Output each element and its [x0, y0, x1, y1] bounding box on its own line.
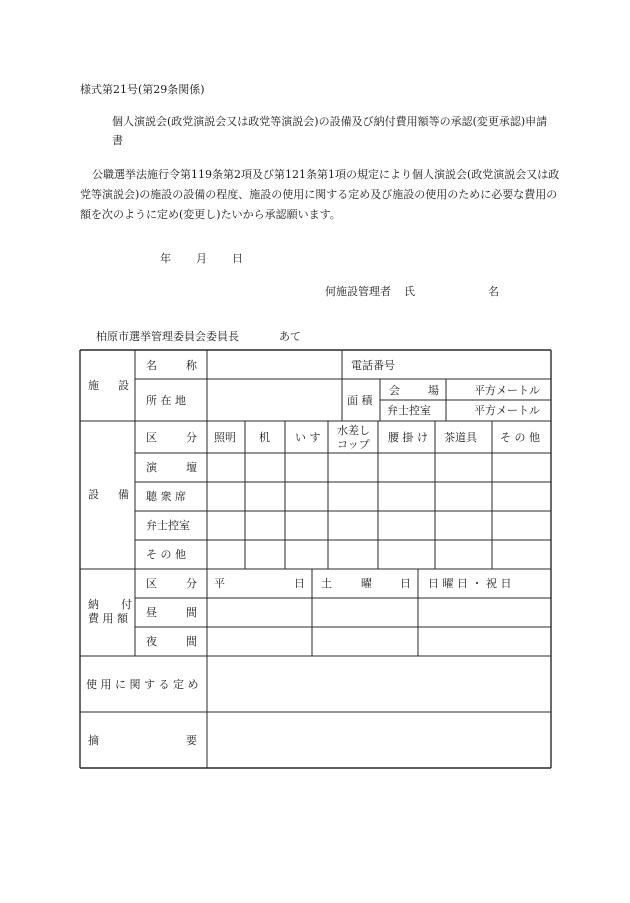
night-label-b: 間 — [186, 635, 197, 648]
facility-name-label-a: 名 — [146, 359, 157, 372]
summary-label-b: 要 — [186, 734, 197, 747]
column-lighting: 照明 — [214, 431, 236, 444]
date-year-label: 年 — [160, 252, 171, 265]
column-tea-set: 茶道具 — [444, 431, 477, 444]
row-speaker-room: 弁士控室 — [146, 519, 190, 532]
equipment-kubun-b: 分 — [186, 431, 197, 444]
column-bench: 腰 掛 け — [388, 431, 428, 444]
column-other: そ の 他 — [500, 431, 540, 444]
saturday-label-c: 日 — [400, 577, 411, 590]
addressee-name: 柏原市選挙管理委員会委員長 — [96, 330, 239, 343]
weekday-label-a: 平 — [214, 577, 225, 590]
date-day-label: 日 — [232, 252, 243, 265]
fee-section-line2: 費 用 額 — [88, 612, 128, 625]
form-number: 様式第21号(第29条関係) — [80, 83, 205, 96]
saturday-label-b: 曜 — [361, 577, 372, 590]
fee-kubun-a: 区 — [146, 577, 157, 590]
podium-room-unit: 平方メートル — [474, 404, 540, 417]
document-title: 個人演説会(政党演説会又は政党等演説会)の設備及び納付費用額等の承認(変更承認)申請書 — [112, 115, 548, 147]
night-label-a: 夜 — [146, 635, 157, 648]
column-desk: 机 — [259, 431, 270, 444]
daytime-label-a: 昼 — [146, 606, 157, 619]
row-podium-b: 壇 — [186, 461, 197, 474]
equipment-section-label-a: 設 — [88, 488, 99, 501]
facility-name-label-b: 称 — [186, 359, 197, 372]
column-water-line1: 水差し — [337, 424, 370, 437]
address-label: 所 在 地 — [146, 394, 186, 407]
equipment-section-label-b: 備 — [118, 488, 129, 501]
venue-label-b: 場 — [428, 384, 439, 397]
phone-number-label: 電話番号 — [351, 359, 395, 372]
fee-section-line1: 納 付 — [88, 598, 132, 611]
column-chair: い す — [295, 431, 321, 444]
saturday-label-a: 土 — [321, 577, 332, 590]
column-water-line2: コップ — [337, 438, 370, 451]
holiday-label: 日 曜 日 ・ 祝 日 — [428, 577, 512, 590]
row-podium-a: 演 — [146, 461, 157, 474]
weekday-label-b: 日 — [294, 577, 305, 590]
applicant-shi: 氏 — [404, 285, 415, 298]
row-audience-seats: 聴 衆 席 — [146, 490, 186, 503]
applicant-mei: 名 — [488, 285, 499, 298]
podium-room-label: 弁士控室 — [387, 404, 431, 417]
daytime-label-b: 間 — [186, 606, 197, 619]
applicant-label: 何施設管理者 — [325, 285, 391, 298]
venue-unit: 平方メートル — [474, 384, 540, 397]
venue-label-a: 会 — [389, 384, 400, 397]
date-month-label: 月 — [196, 252, 207, 265]
addressee-ate: あて — [279, 330, 301, 343]
area-label: 面 積 — [347, 394, 373, 407]
application-body: 公職選挙法施行令第119条第2項及び第121条第1項の規定により個人演説会(政党演説会又は政党等演説会)の施設の設備の程度、施設の使用に関する定め及び施設の使用のために必要な費用の額を次のように定め(変更し)たいから承認願います。 — [80, 168, 560, 221]
equipment-kubun-a: 区 — [146, 431, 157, 444]
row-other: そ の 他 — [146, 548, 186, 561]
facility-section-label-a: 施 — [88, 379, 99, 392]
usage-rules-label: 使 用 に 関 す る 定 め — [86, 678, 199, 691]
facility-section-label-b: 設 — [118, 379, 129, 392]
fee-kubun-b: 分 — [186, 577, 197, 590]
summary-label-a: 摘 — [88, 734, 99, 747]
